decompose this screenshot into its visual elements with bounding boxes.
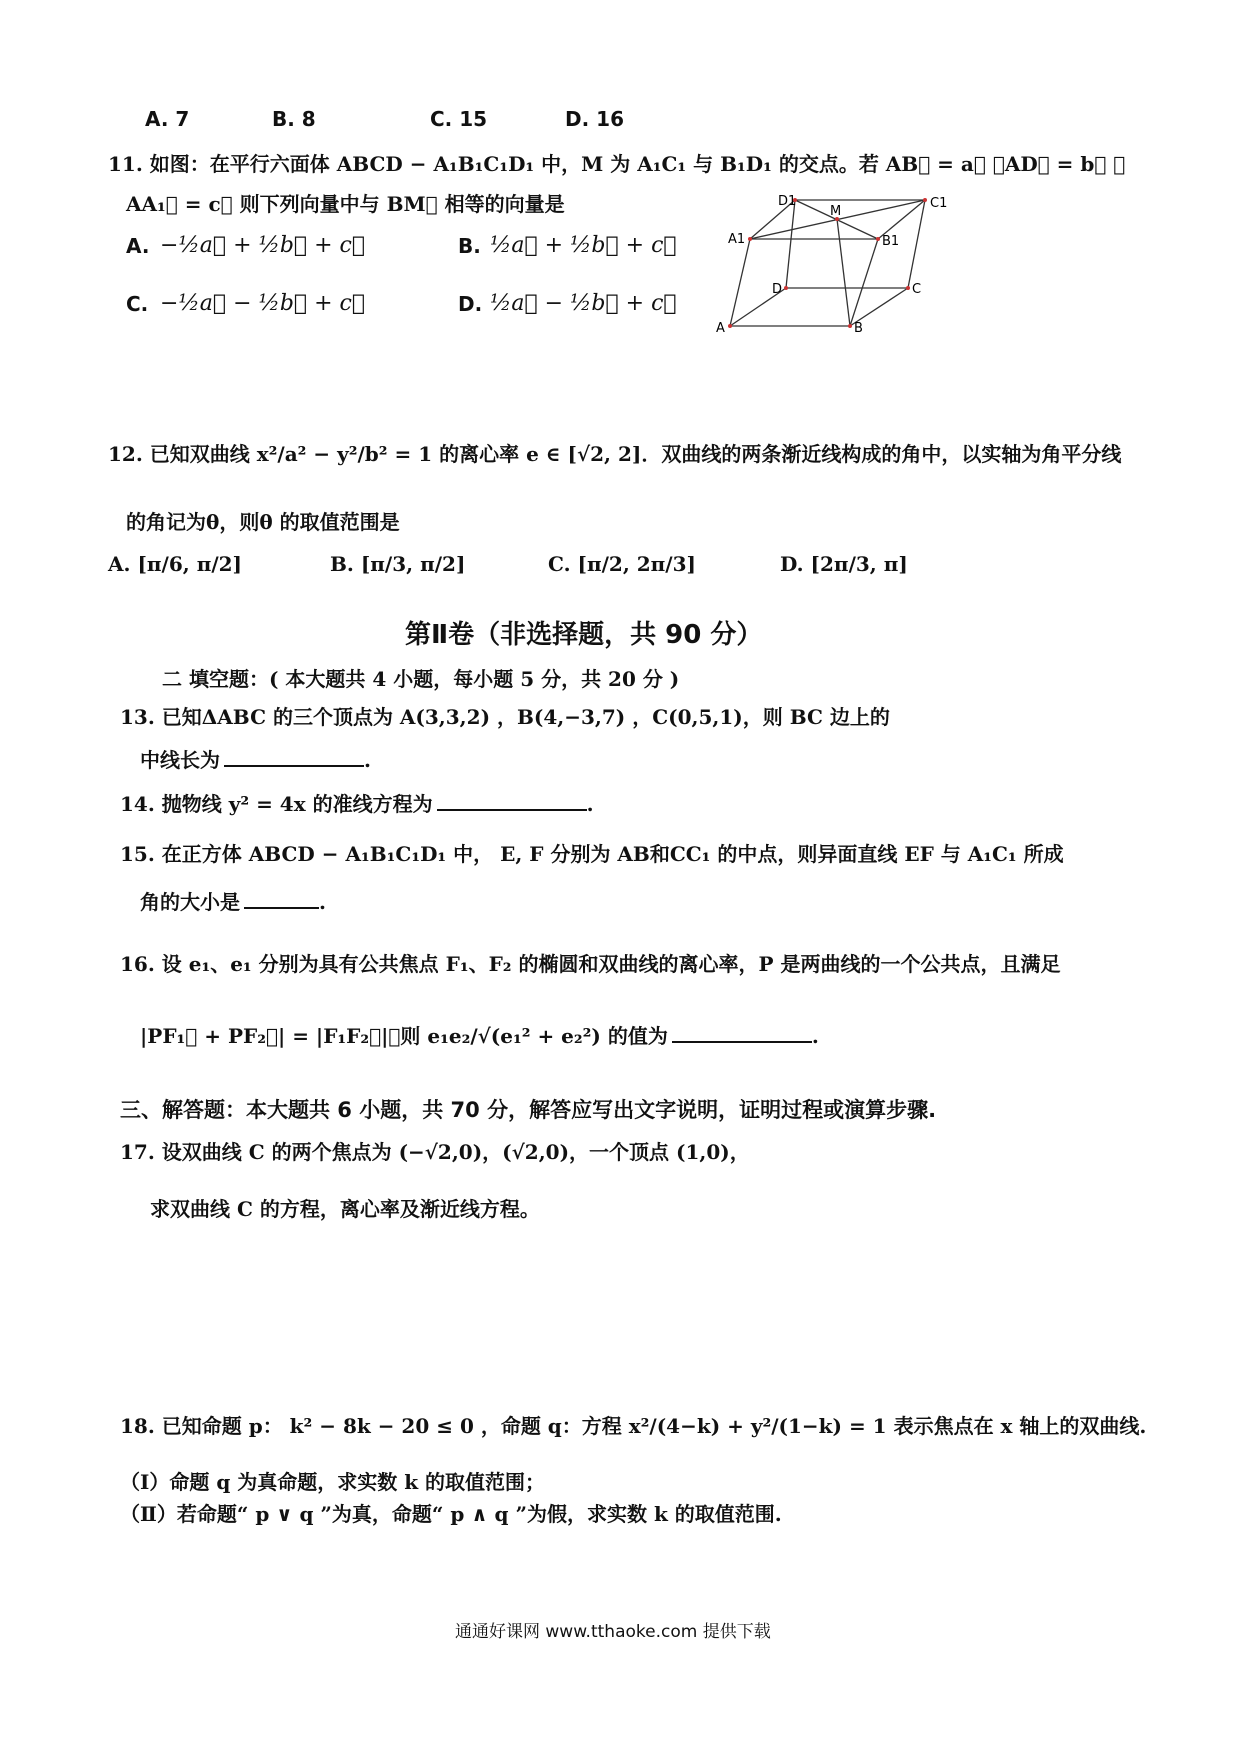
q11-line1: 11. 如图：在平行六面体 ABCD − A₁B₁C₁D₁ 中，M 为 A₁C₁ 与 B₁D₁ 的交点。若 AB⃗ = a⃗ ，AD⃗ = b⃗ ， bbox=[108, 152, 1126, 176]
q12-option-b: B. [π/3, π/2] bbox=[330, 552, 466, 576]
label-a1: A1 bbox=[728, 232, 746, 247]
q13-line1: 13. 已知ΔABC 的三个顶点为 A(3,3,2) ，B(4,−3,7) ，C(0,5,1)，则 BC 边上的 bbox=[120, 705, 890, 729]
label-c: C bbox=[912, 282, 922, 297]
q11-option-b-expr: ½a⃗ + ½b⃗ + c⃗ bbox=[490, 233, 677, 258]
q17-line1: 17. 设双曲线 C 的两个焦点为 (−√2,0)，(√2,0)，一个顶点 (1,0)， bbox=[120, 1140, 750, 1164]
label-a: A bbox=[716, 321, 725, 336]
footer-download-note: 通通好课网 www.tthaoke.com 提供下载 bbox=[455, 1622, 771, 1642]
section-2-title: 第Ⅱ卷（非选择题，共 90 分） bbox=[405, 620, 763, 650]
q12-option-d: D. [2π/3, π] bbox=[780, 552, 908, 576]
q15-line1: 15. 在正方体 ABCD − A₁B₁C₁D₁ 中， E, F 分别为 AB和CC₁ 的中点，则异面直线 EF 与 A₁C₁ 所成 bbox=[120, 842, 1064, 866]
q12-line2: 的角记为θ，则θ 的取值范围是 bbox=[126, 510, 400, 534]
q12-line1: 12. 已知双曲线 x²/a² − y²/b² = 1 的离心率 e ∈ [√2, 2]．双曲线的两条渐近线构成的角中，以实轴为角平分线 bbox=[108, 442, 1122, 466]
q17-line2: 求双曲线 C 的方程，离心率及渐近线方程。 bbox=[150, 1197, 540, 1221]
q10-option-b: B. 8 bbox=[272, 107, 316, 131]
q11-option-a-expr: −½a⃗ + ½b⃗ + c⃗ bbox=[160, 233, 366, 258]
q15-line2: 角的大小是 . bbox=[140, 890, 326, 914]
q18-part1: （Ⅰ）命题 q 为真命题，求实数 k 的取值范围； bbox=[120, 1470, 546, 1494]
q11-option-d-label: D. bbox=[458, 292, 483, 316]
q11-option-b-label: B. bbox=[458, 234, 481, 258]
label-b1: B1 bbox=[882, 234, 900, 249]
q10-option-a: A. 7 bbox=[145, 107, 190, 131]
q13-line2: 中线长为 . bbox=[140, 748, 371, 772]
q11-option-a-label: A. bbox=[126, 234, 150, 258]
q16-line2: |PF₁⃗ + PF₂⃗| = |F₁F₂⃗|，则 e₁e₂/√(e₁² + e₂²) 的值为 . bbox=[140, 1024, 819, 1048]
q16-line1: 16. 设 e₁、e₁ 分别为具有公共焦点 F₁、F₂ 的椭圆和双曲线的离心率，P 是两曲线的一个公共点，且满足 bbox=[120, 952, 1061, 976]
q11-option-c-label: C. bbox=[126, 292, 149, 316]
q14-text: 14. 抛物线 y² = 4x 的准线方程为 . bbox=[120, 792, 594, 816]
label-b: B bbox=[854, 321, 863, 336]
label-d1: D1 bbox=[778, 194, 797, 209]
fill-in-header: 二 填空题：( 本大题共 4 小题，每小题 5 分，共 20 分 ) bbox=[162, 667, 680, 691]
q10-option-d: D. 16 bbox=[565, 107, 624, 131]
q10-option-c: C. 15 bbox=[430, 107, 488, 131]
label-m: M bbox=[830, 204, 842, 219]
parallelepiped-figure bbox=[700, 185, 960, 345]
label-d: D bbox=[772, 282, 783, 297]
q18-part2: （Ⅱ）若命题“ p ∨ q ”为真，命题“ p ∧ q ”为假，求实数 k 的取值范围. bbox=[120, 1502, 782, 1526]
q12-option-a: A. [π/6, π/2] bbox=[108, 552, 243, 576]
label-c1: C1 bbox=[930, 196, 948, 211]
q18-line1: 18. 已知命题 p： k² − 8k − 20 ≤ 0 ，命题 q：方程 x²/(4−k) + y²/(1−k) = 1 表示焦点在 x 轴上的双曲线. bbox=[120, 1414, 1147, 1438]
q11-line2: AA₁⃗ = c⃗ 则下列向量中与 BM⃗ 相等的向量是 bbox=[126, 192, 565, 216]
section-3-title: 三、解答题：本大题共 6 小题，共 70 分，解答应写出文字说明，证明过程或演算步骤. bbox=[120, 1098, 937, 1122]
q11-option-c-expr: −½a⃗ − ½b⃗ + c⃗ bbox=[160, 291, 366, 316]
q12-option-c: C. [π/2, 2π/3] bbox=[548, 552, 696, 576]
q11-option-d-expr: ½a⃗ − ½b⃗ + c⃗ bbox=[490, 291, 677, 316]
